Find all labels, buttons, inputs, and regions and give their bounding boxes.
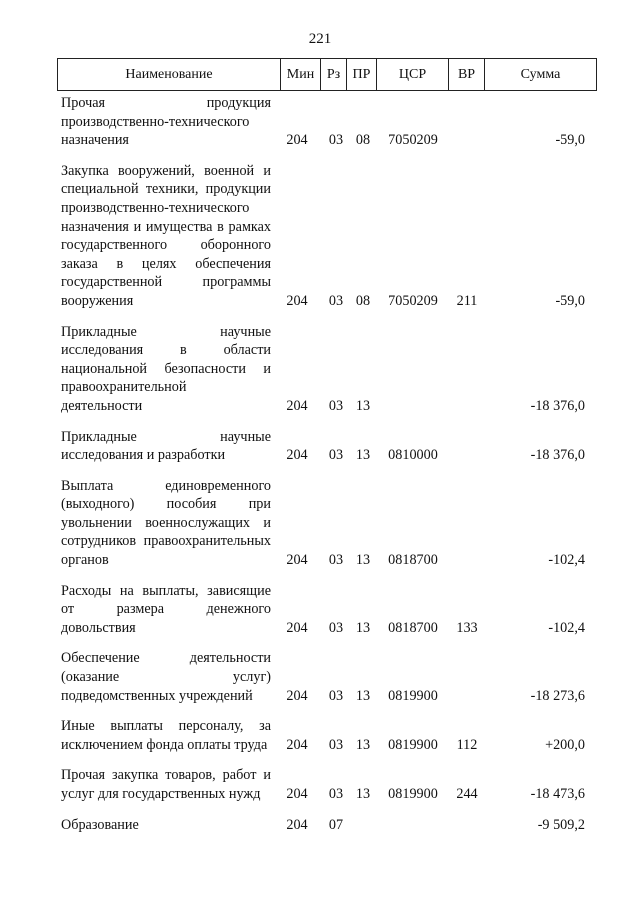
- header-csr: ЦСР: [377, 59, 449, 90]
- row-rz: 03: [328, 736, 344, 753]
- header-min: Мин: [281, 59, 321, 90]
- row-csr: 0819900: [388, 687, 438, 704]
- row-name: Прикладные научные исследования и разработки: [61, 428, 271, 464]
- row-csr: 7050209: [388, 292, 438, 309]
- row-min: 204: [286, 619, 308, 636]
- row-csr: 0810000: [388, 447, 438, 464]
- row-pr: 08: [355, 292, 371, 309]
- row-pr: 13: [355, 786, 371, 802]
- row-sum: +200,0: [545, 736, 585, 753]
- row-min: 204: [286, 786, 308, 802]
- row-min: 204: [286, 552, 308, 569]
- row-name: Закупка вооружений, военной и специальной техники, продукции производственно-технического назначения и имущества в рамках государственного оборонного заказа в целях обеспечения государственной программы вооружения: [61, 162, 271, 309]
- row-rz: 03: [328, 619, 344, 636]
- table-row: [57, 582, 597, 638]
- table-row: [57, 649, 597, 705]
- row-rz: 03: [328, 552, 344, 569]
- table-body: [57, 94, 597, 846]
- row-rz: 03: [328, 786, 344, 802]
- row-csr: 0819900: [388, 736, 438, 753]
- row-pr: 13: [355, 447, 371, 464]
- page-number: 221: [308, 31, 332, 47]
- header-rz: Рз: [321, 59, 347, 90]
- row-sum: -102,4: [548, 552, 585, 569]
- table-row: [57, 428, 597, 465]
- row-min: 204: [286, 132, 308, 149]
- row-pr: 08: [355, 132, 371, 149]
- row-csr: 0819900: [388, 786, 438, 802]
- row-rz: 03: [328, 447, 344, 464]
- table-row: [57, 766, 597, 803]
- row-pr: 13: [355, 619, 371, 636]
- table-row: [57, 477, 597, 570]
- row-pr: 13: [355, 687, 371, 704]
- row-sum: -18 376,0: [530, 447, 585, 464]
- row-name: Прикладные научные исследования в области национальной безопасности и правоохранительной деятельности: [61, 323, 271, 414]
- row-sum: -59,0: [555, 132, 585, 149]
- row-vr: 244: [456, 786, 478, 802]
- row-name: Обеспечение деятельности (оказание услуг) подведомственных учреждений: [61, 650, 271, 704]
- row-pr: 13: [355, 397, 371, 414]
- row-vr: 133: [456, 619, 478, 636]
- row-rz: 03: [328, 687, 344, 704]
- row-rz: 03: [328, 397, 344, 414]
- table-header: [57, 58, 597, 91]
- row-min: 204: [286, 447, 308, 464]
- row-sum: -18 473,6: [530, 786, 585, 802]
- row-min: 204: [286, 397, 308, 414]
- row-sum: -18 273,6: [530, 687, 585, 704]
- header-sum: Сумма: [520, 66, 561, 82]
- row-rz: 03: [328, 292, 344, 309]
- row-vr: 211: [456, 292, 478, 309]
- row-csr: 0818700: [388, 619, 438, 636]
- row-sum: -9 509,2: [537, 816, 585, 833]
- row-name: Выплата единовременного (выходного) пособия при увольнении военнослужащих и сотрудников правоохранительных органов: [61, 477, 271, 569]
- row-rz: 03: [328, 132, 344, 149]
- row-min: 204: [286, 816, 308, 833]
- row-name: Иные выплаты персоналу, за исключением фонда оплаты труда: [61, 718, 271, 753]
- header-pr: ПР: [347, 59, 377, 90]
- header-vr: ВР: [449, 59, 485, 90]
- row-name: Прочая продукция производственно-технического назначения: [61, 95, 271, 149]
- row-csr: 7050209: [388, 132, 438, 149]
- table-row: [57, 816, 597, 835]
- row-sum: -18 376,0: [530, 397, 585, 414]
- row-pr: 13: [355, 552, 371, 569]
- row-min: 204: [286, 687, 308, 704]
- row-sum: -102,4: [548, 619, 585, 636]
- table-row: [57, 717, 597, 754]
- header-name: Наименование: [58, 59, 281, 90]
- row-pr: 13: [355, 736, 371, 753]
- row-min: 204: [286, 736, 308, 753]
- row-min: 204: [286, 292, 308, 309]
- row-name: Образование: [61, 816, 139, 833]
- table-row: [57, 162, 597, 311]
- row-vr: 112: [456, 736, 478, 753]
- table-row: [57, 323, 597, 416]
- row-name: Расходы на выплаты, зависящие от размера денежного довольствия: [61, 582, 271, 636]
- row-csr: 0818700: [388, 552, 438, 569]
- table-row: [57, 94, 597, 150]
- row-sum: -59,0: [555, 292, 585, 309]
- row-name: Прочая закупка товаров, работ и услуг для государственных нужд: [61, 767, 271, 802]
- row-rz: 07: [328, 816, 344, 833]
